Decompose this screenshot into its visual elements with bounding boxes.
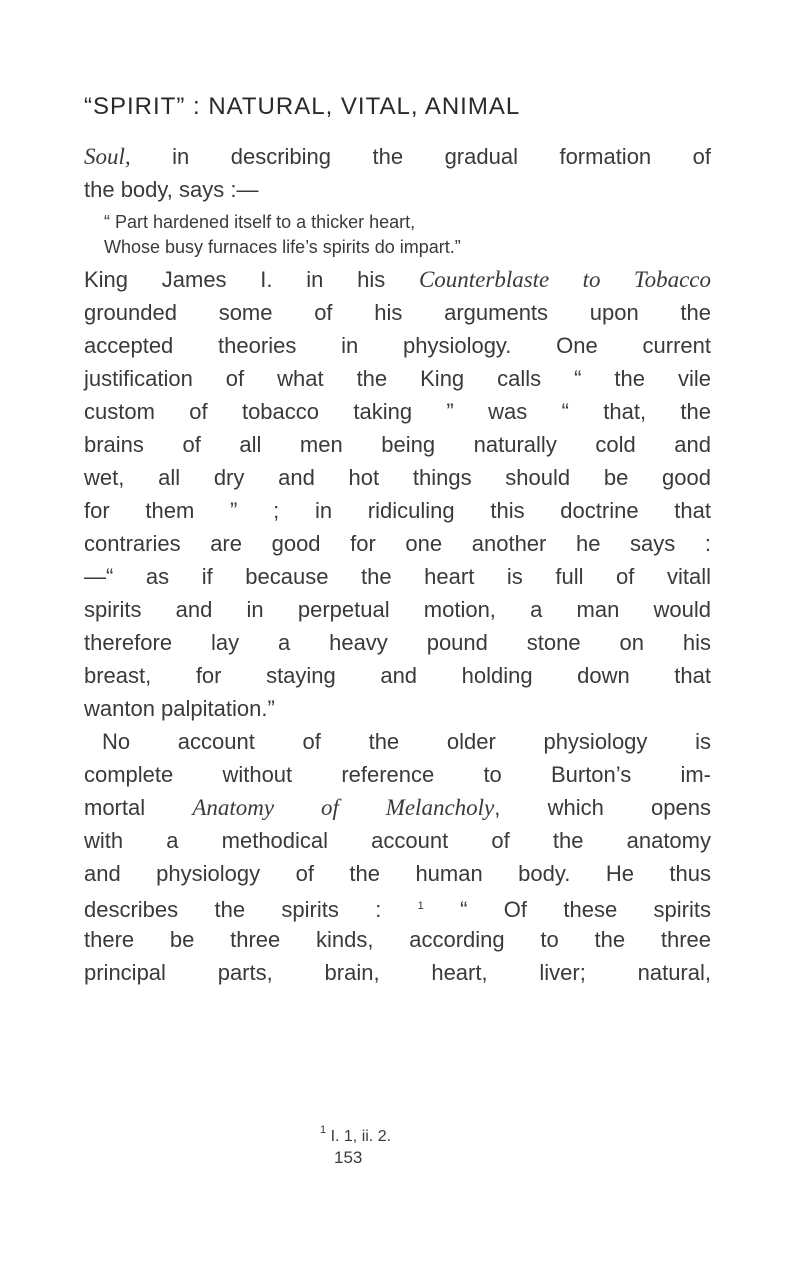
verse-quotation bbox=[104, 210, 461, 260]
text-line: for them ” ; in ridiculing this doctrine that bbox=[84, 498, 711, 523]
running-header: “SPIRIT” : NATURAL, VITAL, ANIMAL bbox=[84, 93, 521, 120]
text-line: grounded some of his arguments upon the bbox=[84, 300, 711, 325]
text-line: custom of tobacco taking ” was “ that, the bbox=[84, 399, 711, 424]
text-line: mortal Anatomy of Melancholy, which opens bbox=[84, 795, 711, 820]
verse-line: Whose busy furnaces life’s spirits do impart.” bbox=[104, 237, 461, 257]
page-number: 153 bbox=[334, 1148, 363, 1167]
text-line: contraries are good for one another he says : bbox=[84, 531, 711, 556]
text-line: there be three kinds, according to the three bbox=[84, 927, 711, 952]
text-line: describes the spirits : $^1$ “ Of these spirits bbox=[84, 897, 711, 922]
text-line: spirits and in perpetual motion, a man would bbox=[84, 597, 711, 622]
text-line: No account of the older physiology is bbox=[102, 729, 711, 754]
footnote-reference: 1 bbox=[417, 900, 424, 912]
text-line: King James I. in his Counterblaste to Tobacco bbox=[84, 267, 711, 292]
text-line: justification of what the King calls “ the vile bbox=[84, 366, 711, 391]
text-line: Soul, in describing the gradual formation of bbox=[84, 144, 711, 169]
text-line: the body, says :— bbox=[84, 177, 259, 202]
text-line: brains of all men being naturally cold and bbox=[84, 432, 711, 457]
text-line: with a methodical account of the anatomy bbox=[84, 828, 711, 853]
footnote bbox=[320, 1124, 391, 1146]
text-line: breast, for staying and holding down that bbox=[84, 663, 711, 688]
text-line: wet, all dry and hot things should be good bbox=[84, 465, 711, 490]
verse-line: “ Part hardened itself to a thicker heart, bbox=[104, 212, 416, 232]
text-line: therefore lay a heavy pound stone on his bbox=[84, 630, 711, 655]
text-line: —“ as if because the heart is full of vitall bbox=[84, 564, 711, 589]
footnote-marker: 1 bbox=[320, 1124, 327, 1136]
text-line: complete without reference to Burton’s im- bbox=[84, 762, 711, 787]
footnote-text: I. 1, ii. 2. bbox=[326, 1128, 392, 1145]
text-line: and physiology of the human body. He thus bbox=[84, 861, 711, 886]
text-line: accepted theories in physiology. One current bbox=[84, 333, 711, 358]
text-line: wanton palpitation.” bbox=[84, 696, 275, 721]
text-line: principal parts, brain, heart, liver; natural, bbox=[84, 960, 711, 985]
